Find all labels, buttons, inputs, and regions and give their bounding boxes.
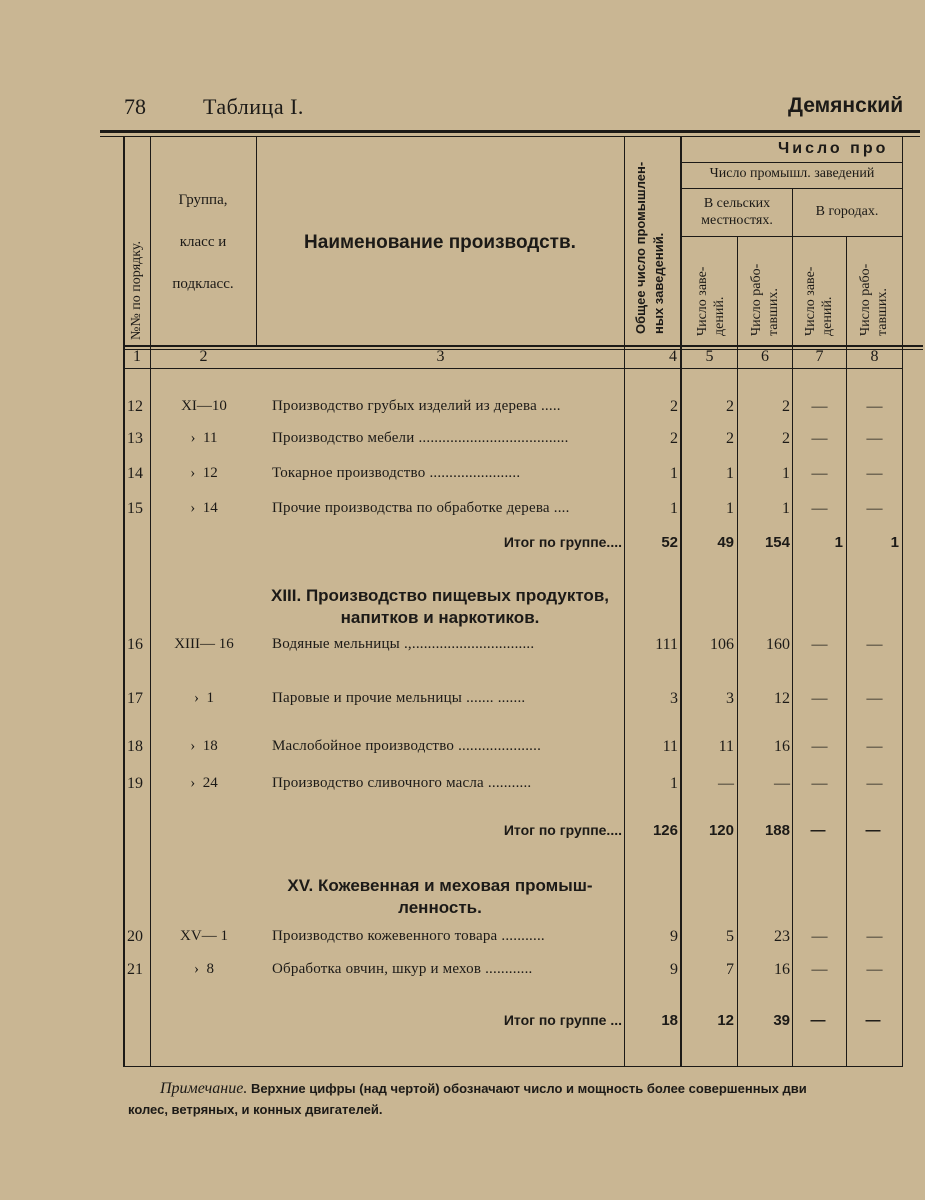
table-title: Таблица I. (203, 94, 304, 119)
total-urban-est: — (810, 1012, 826, 1029)
row-total: 1 (670, 500, 678, 517)
col1-header: №№ по порядку. (129, 241, 144, 340)
row-number: 18 (127, 738, 143, 755)
row-number: 13 (127, 430, 143, 447)
row-name-text: Прочие производства по обработке дерева (272, 500, 550, 516)
row-rural-work: 16 (774, 738, 790, 755)
sub-group-header: Число промышл. заведений (709, 166, 875, 181)
row-urban-est: — (811, 961, 828, 978)
row-name (272, 738, 622, 755)
row-rural-work: 23 (774, 928, 790, 945)
top-rule-thin (100, 136, 920, 137)
row-leader-dots: .... (553, 500, 570, 516)
row-rural-work: 160 (766, 636, 790, 653)
row-name (272, 961, 622, 978)
row-rural-est: 2 (726, 430, 734, 447)
row-rural-est: 1 (726, 465, 734, 482)
row-total: 3 (670, 690, 678, 707)
footnote-line1 (160, 1080, 807, 1098)
row-group: › 18 (190, 738, 218, 754)
row-group: XIII— 16 (174, 636, 234, 652)
col-line (624, 137, 625, 1067)
rural-est-header-l2: дений. (712, 296, 727, 336)
row-name-text: Производство сливочного масла (272, 775, 484, 791)
row-name (272, 500, 622, 517)
row-total: 1 (670, 775, 678, 792)
urban-work-header-l2: тавших. (875, 288, 890, 336)
total-total: 18 (661, 1012, 678, 1029)
top-group-header: Число про (778, 140, 889, 157)
row-name (272, 636, 622, 653)
col3-header: Наименование производств. (304, 232, 576, 253)
header-line (681, 236, 902, 237)
total-total: 126 (652, 822, 678, 839)
rural-header-line1: В сельских (703, 196, 771, 211)
section-header: XIII. Производство пищевых продуктов, (270, 586, 609, 605)
row-leader-dots: ..... (540, 398, 561, 414)
row-leader-dots: ....................... (429, 465, 521, 481)
total-total: 52 (661, 534, 678, 551)
rural-header-line2: местностях. (701, 213, 773, 228)
row-urban-est: — (811, 928, 828, 945)
total-rural-est: 120 (708, 822, 734, 839)
row-number: 19 (127, 775, 143, 792)
row-urban-work: — (866, 636, 883, 653)
row-number: 21 (127, 961, 143, 978)
row-rural-est: 3 (726, 690, 734, 707)
row-rural-work: 12 (774, 690, 790, 707)
urban-work-header-l1: Число рабо- (858, 263, 873, 336)
row-name (272, 690, 622, 707)
col-line (123, 137, 125, 1067)
total-urban-work: — (865, 1012, 881, 1029)
row-group: › 12 (190, 465, 218, 481)
row-number: 12 (127, 398, 143, 415)
row-urban-est: — (811, 738, 828, 755)
col-line (902, 137, 903, 1067)
total-rural-est: 49 (717, 534, 734, 551)
row-number: 17 (127, 690, 143, 707)
col-number: 5 (705, 348, 714, 365)
row-total: 2 (670, 398, 678, 415)
row-number: 20 (127, 928, 143, 945)
row-rural-est: 106 (710, 636, 734, 653)
row-rural-work: 2 (782, 398, 790, 415)
col-number: 7 (815, 348, 824, 365)
col-number: 6 (761, 348, 769, 365)
row-name (272, 928, 622, 945)
row-rural-est: 2 (726, 398, 734, 415)
row-name-text: Производство кожевенного товара (272, 928, 498, 944)
row-leader-dots: ...................................... (418, 430, 569, 446)
col-line (256, 137, 257, 347)
row-name-text: Паровые и прочие мельницы (272, 690, 463, 706)
col2-header-line1: Группа, (178, 192, 228, 208)
top-rule (100, 130, 920, 133)
row-group: › 8 (194, 961, 214, 977)
bottom-rule (123, 1066, 903, 1067)
row-urban-est: — (811, 398, 828, 415)
row-urban-est: — (811, 775, 828, 792)
row-total: 1 (670, 465, 678, 482)
row-urban-est: — (811, 465, 828, 482)
urban-est-header-l1: Число заве- (803, 266, 818, 336)
row-rural-est: 7 (726, 961, 734, 978)
row-urban-work: — (866, 500, 883, 517)
total-urban-est: 1 (834, 534, 843, 551)
row-name (272, 465, 622, 482)
section-header: напитков и наркотиков. (340, 608, 540, 627)
row-group: XI—10 (181, 398, 227, 414)
row-total: 2 (670, 430, 678, 447)
total-urban-work: — (865, 822, 881, 839)
row-number: 15 (127, 500, 143, 517)
row-urban-work: — (866, 961, 883, 978)
row-group: › 14 (190, 500, 218, 516)
number-row-rule (123, 368, 903, 369)
total-label: Итог по группе ... (503, 1012, 622, 1028)
total-rural-work: 39 (773, 1012, 790, 1029)
row-rural-work: — (774, 775, 790, 792)
total-rural-work: 188 (764, 822, 790, 839)
total-rural-est: 12 (717, 1012, 734, 1029)
row-urban-work: — (866, 775, 883, 792)
row-rural-est: 11 (718, 738, 734, 755)
section-header: ленность. (398, 898, 482, 917)
section-header: XV. Кожевенная и меховая промыш- (287, 876, 593, 895)
rural-work-header-l2: тавших. (766, 288, 781, 336)
row-urban-est: — (811, 690, 828, 707)
urban-est-header-l2: дений. (820, 296, 835, 336)
total-rural-work: 154 (764, 534, 790, 551)
row-total: 11 (662, 738, 678, 755)
row-urban-est: — (811, 430, 828, 447)
row-rural-work: 1 (782, 500, 790, 517)
row-leader-dots: ............ (485, 961, 533, 977)
row-urban-work: — (866, 738, 883, 755)
row-name-text: Производство грубых изделий из дерева (272, 398, 537, 414)
col-number: 3 (436, 348, 445, 365)
row-rural-est: 1 (726, 500, 734, 517)
rural-est-header-l1: Число заве- (695, 266, 710, 336)
row-leader-dots: .,............................... (403, 636, 535, 652)
footnote-line2: колес, ветряных, и конных двигателей. (128, 1102, 383, 1117)
row-name (272, 430, 622, 447)
row-group: › 24 (190, 775, 218, 791)
col4-header-line2: ных заведений. (651, 232, 666, 334)
row-leader-dots: ........... (501, 928, 545, 944)
row-name-text: Водяные мельницы (272, 636, 400, 652)
row-number: 16 (127, 636, 143, 653)
row-total: 9 (670, 961, 678, 978)
row-urban-work: — (866, 430, 883, 447)
col-number: 1 (133, 348, 141, 365)
row-name (272, 775, 622, 792)
footnote-label: Примечание. (160, 1080, 248, 1097)
row-name-text: Производство мебели (272, 430, 415, 446)
col2-header-line3: подкласс. (172, 276, 234, 292)
row-rural-est: 5 (726, 928, 734, 945)
row-leader-dots: ........... (487, 775, 532, 791)
row-rural-work: 1 (782, 465, 790, 482)
row-urban-work: — (866, 928, 883, 945)
row-group: › 11 (190, 430, 218, 446)
urban-header: В городах. (815, 204, 879, 219)
col-number: 4 (669, 348, 677, 365)
total-urban-work: 1 (890, 534, 899, 551)
row-name-text: Токарное производство (272, 465, 426, 481)
row-leader-dots: ....... ....... (466, 690, 526, 706)
total-label: Итог по группе.... (503, 822, 622, 838)
row-total: 111 (655, 636, 678, 653)
row-group: XV— 1 (180, 928, 228, 944)
total-label: Итог по группе.... (503, 534, 622, 550)
col2-header-line2: класс и (179, 234, 227, 250)
row-rural-work: 16 (774, 961, 790, 978)
page-number: 78 (124, 94, 146, 119)
row-rural-est: — (718, 775, 734, 792)
col-number: 2 (199, 348, 208, 365)
row-group: › 1 (194, 690, 214, 706)
row-name (272, 398, 622, 415)
col4-header-line1: Общее число промышлен- (633, 161, 648, 334)
row-urban-work: — (866, 398, 883, 415)
header-line (681, 188, 902, 189)
row-urban-est: — (811, 500, 828, 517)
row-total: 9 (670, 928, 678, 945)
header-bottom-rule (123, 345, 923, 347)
row-rural-work: 2 (782, 430, 790, 447)
row-number: 14 (127, 465, 143, 482)
row-leader-dots: ..................... (458, 738, 542, 754)
footnote-text: Верхние цифры (над чертой) обозначают число и мощность более совершенных дви (247, 1081, 807, 1096)
region-title: Демянский (788, 94, 904, 117)
row-urban-work: — (866, 690, 883, 707)
row-urban-work: — (866, 465, 883, 482)
row-name-text: Маслобойное производство (272, 738, 455, 754)
col-line (150, 137, 151, 1067)
row-name-text: Обработка овчин, шкур и мехов (272, 961, 482, 977)
row-urban-est: — (811, 636, 828, 653)
header-line (681, 162, 902, 163)
total-urban-est: — (810, 822, 826, 839)
rural-work-header-l1: Число рабо- (749, 263, 764, 336)
col-number: 8 (870, 348, 879, 365)
